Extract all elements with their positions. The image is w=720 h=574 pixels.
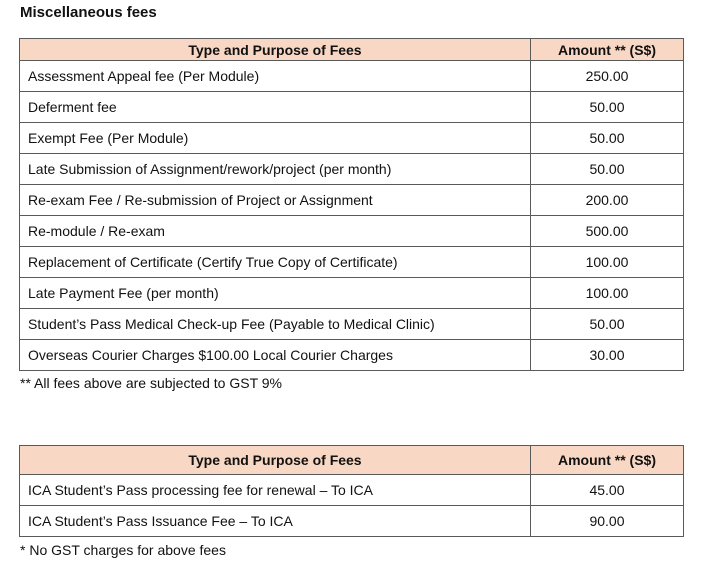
fee-amount-cell: 100.00 xyxy=(531,278,684,309)
fee-amount-cell: 50.00 xyxy=(531,123,684,154)
fee-type-cell: Student’s Pass Medical Check-up Fee (Payable to Medical Clinic) xyxy=(20,309,531,340)
table-row xyxy=(20,475,684,506)
table-row xyxy=(20,506,684,537)
fee-amount-cell: 45.00 xyxy=(531,475,684,506)
table-row xyxy=(20,154,684,185)
gst-note: ** All fees above are subjected to GST 9% xyxy=(20,375,283,391)
fee-amount-cell: 30.00 xyxy=(531,340,684,371)
table-row xyxy=(20,123,684,154)
header-amount: Amount ** (S$) xyxy=(531,39,684,61)
fee-type-cell: Re-module / Re-exam xyxy=(20,216,531,247)
fee-amount-cell: 100.00 xyxy=(531,247,684,278)
table-row xyxy=(20,61,684,92)
misc-fees-table xyxy=(19,38,684,371)
table-header-row xyxy=(20,446,684,475)
header-type-purpose: Type and Purpose of Fees xyxy=(20,39,531,61)
table-row xyxy=(20,340,684,371)
table-row xyxy=(20,185,684,216)
fee-amount-cell: 90.00 xyxy=(531,506,684,537)
table-row xyxy=(20,92,684,123)
table-row xyxy=(20,247,684,278)
table-row xyxy=(20,278,684,309)
fee-type-cell: Late Submission of Assignment/rework/project (per month) xyxy=(20,154,531,185)
table-header-row xyxy=(20,39,684,61)
fee-type-cell: Exempt Fee (Per Module) xyxy=(20,123,531,154)
fee-type-cell: ICA Student’s Pass Issuance Fee – To ICA xyxy=(20,506,531,537)
fee-type-cell: Re-exam Fee / Re-submission of Project or Assignment xyxy=(20,185,531,216)
fee-amount-cell: 250.00 xyxy=(531,61,684,92)
fee-amount-cell: 50.00 xyxy=(531,309,684,340)
fee-type-cell: Assessment Appeal fee (Per Module) xyxy=(20,61,531,92)
header-type-purpose: Type and Purpose of Fees xyxy=(20,446,531,475)
fee-amount-cell: 500.00 xyxy=(531,216,684,247)
fee-type-cell: Late Payment Fee (per month) xyxy=(20,278,531,309)
ica-fees-table xyxy=(19,445,684,537)
fee-amount-cell: 50.00 xyxy=(531,154,684,185)
no-gst-note: * No GST charges for above fees xyxy=(20,542,226,558)
fee-amount-cell: 200.00 xyxy=(531,185,684,216)
fee-type-cell: Overseas Courier Charges $100.00 Local Courier Charges xyxy=(20,340,531,371)
fee-amount-cell: 50.00 xyxy=(531,92,684,123)
table-row xyxy=(20,216,684,247)
fee-type-cell: ICA Student’s Pass processing fee for renewal – To ICA xyxy=(20,475,531,506)
header-amount: Amount ** (S$) xyxy=(531,446,684,475)
fee-type-cell: Replacement of Certificate (Certify True Copy of Certificate) xyxy=(20,247,531,278)
fee-type-cell: Deferment fee xyxy=(20,92,531,123)
table-row xyxy=(20,309,684,340)
page-title: Miscellaneous fees xyxy=(20,4,157,21)
